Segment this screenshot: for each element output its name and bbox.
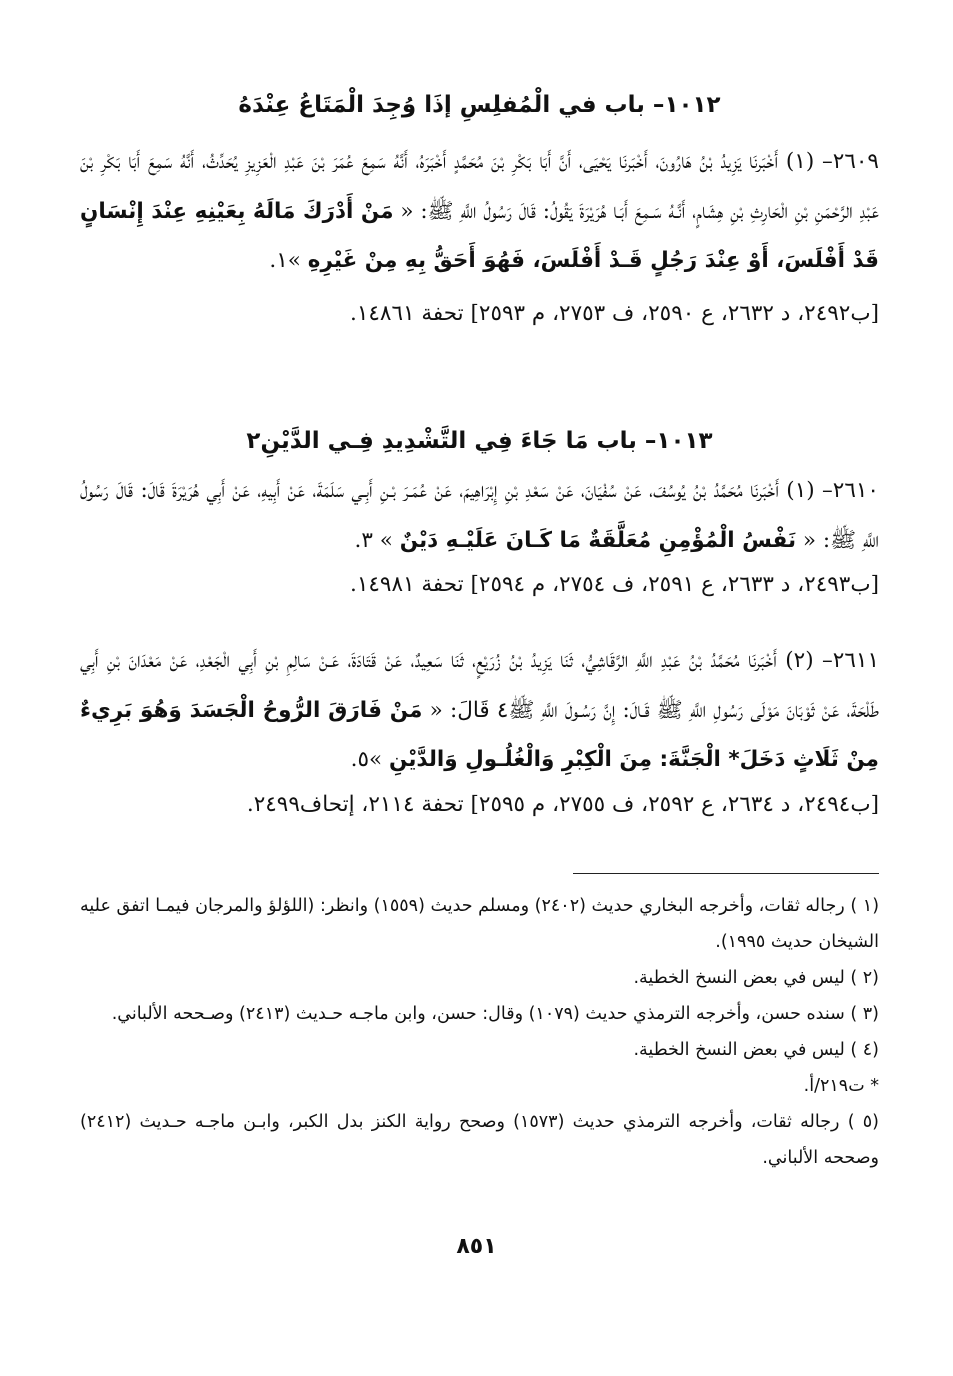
hadith-reference: [ب٢٤٩٣، د ٢٦٣٣، ع ٢٥٩١، ف ٢٧٥٤، م ٢٥٩٤] تحفة ١٤٩٨١.: [349, 572, 879, 597]
hadith-reference: [ب٢٤٩٢، د ٢٦٣٢، ع ٢٥٩٠، ف ٢٧٥٣، م ٢٥٩٣] تحفة ١٤٨٦١.: [349, 300, 879, 326]
footnote-5: (٥ ) رجاله ثقات، وأخرجه الترمذي حديث (١٥٧٣) وصحح رواية الكنز بدل الكبر، وابـن ماجـه حـديث (٢٤١٢) وصححه الألباني.: [80, 1112, 879, 1168]
hadith-tail: » ٣.: [354, 527, 400, 553]
hadith-isnad: أَخْبَرنَا مُحَمَّدُ بْنُ يُوسُفَ، عَنْ سُفْيَانَ، عَنْ سَعْدِ بْنِ إِبْرَاهِيمَ، عَنْ عُمَـرَ بْـنِ أَبِـي سَلَمَةَ، عَنْ أَبِيهِ، عَنْ أَبِي هُرَيْرَةَ قَالَ: قَالَ رَسُولُ اللَّهِ ﷺ: «: [80, 478, 879, 553]
hadith-tail: »١.: [269, 248, 308, 273]
hadith-number: ٢٦١١–: [822, 648, 879, 673]
footnote-1: (١ ) رجاله ثقات، وأخرجه البخاري حديث (٢٤٠٢) ومسلم حديث (١٥٥٩) وانظر: (اللؤلؤ والمرجان فيمـا اتفق عليه الشيخان حديث ١٩٩٥).: [80, 896, 880, 952]
footnote-2: (٢ ) ليس في بعض النسخ الخطية.: [633, 968, 879, 988]
hadith-2611: [80, 636, 879, 825]
chapter-heading-1013: ١٠١٣– باب مَا جَاءَ فِي التَّشْدِيدِ فِـي الدَّيْنِ٢: [246, 428, 713, 454]
hadith-matn: مَنْ فَارَقَ الرُّوحُ الْجَسَدَ وَهُوَ بَرِيءٌ مِنْ ثَلَاثٍ دَخَلَ* الْجَنَّةَ: مِنَ الْكِبْرِ وَالْغُلُـولِ وَالدَّيْنِ: [80, 697, 879, 772]
page-number: ٨٥١: [456, 1234, 497, 1259]
hadith-matn: نَفْسُ الْمُؤْمِنِ مُعَلَّقَةٌ مَا كَـانَ عَلَيْـهِ دَيْنٌ: [399, 527, 797, 553]
hadith-text: [80, 636, 879, 785]
hadith-2610: [80, 466, 879, 605]
hadith-matn: مَنْ أَدْرَكَ مَالَهُ بِعَيْنِهِ عِنْدَ إِنْسَانٍ قَدْ أَفْلَسَ، أَوْ عِنْدَ رَجُلٍ قَـدْ أَفْلَسَ، فَهُوَ أَحَقُّ بِهِ مِنْ غَيْرِهِ: [80, 198, 879, 273]
hadith-tail: »٥.: [350, 747, 390, 772]
chapter-heading-1012: ١٠١٢– باب في الْمُفلِسِ إذَا وُجِدَ الْمَتَاعُ عِنْدَهُ: [238, 92, 721, 118]
footnote-3: (٣ ) سنده حسن، وأخرجه الترمذي حديث (١٠٧٩) وقال: حسن، وابن ماجـه حـديث (٢٤١٣) وصـححه الألباني.: [111, 1004, 879, 1024]
hadith-marker: (١): [778, 149, 823, 174]
hadith-2609: [80, 137, 879, 334]
hadith-reference: [ب٢٤٩٤، د ٢٦٣٤، ع ٢٥٩٢، ف ٢٧٥٥، م ٢٥٩٥] تحفة ٢١١٤، إتحاف٢٤٩٩.: [246, 791, 879, 817]
footnote-separator: [573, 873, 879, 874]
hadith-isnad: أَخْبَرنَا يَزِيدُ بْنُ هَارُونَ، أَخْبَرنَا يَحْيَى، أَنَّ أَبَا بَكْرِ بْنَ مُحَمَّدٍ أَخْبَرَهُ، أَنَّهُ سَمِعَ عُمَرَ بْنَ عَبْدِ الْعَزِيزِ يُحَدِّثُ، أَنَّهُ سَمِعَ أَبَا بَكْرِ بْنَ عَبْدِ الرَّحْمَنِ بْنِ الْحَارِثِ بْنِ هِشَامٍ، أَنَّـهُ سَـمِعَ أَبَـا هُرَيْرَةَ يَقُولُ: قَالَ رَسُولُ اللَّهِ ﷺ: «: [80, 149, 879, 224]
footnote-4: (٤ ) ليس في بعض النسخ الخطية.: [633, 1040, 879, 1060]
hadith-marker: (١): [778, 478, 823, 503]
hadith-number: ٢٦٠٩–: [822, 149, 879, 174]
hadith-number: ٢٦١٠–: [822, 478, 879, 503]
footnote-manuscript-folio: * ت٢١٩/أ.: [803, 1076, 879, 1096]
hadith-marker: (٢): [776, 648, 823, 673]
hadith-isnad: أَخْبَرنَا مُحَمَّدُ بْنُ عَبْدِ اللَّهِ الرَّقَاشِيُّ، ثَنَا يَزِيدُ بْنُ زُرَيْعٍ، ثَنَا سَعِيدٌ، عَنْ قَتَادَةَ، عَـنْ سَالِمِ بْنِ أَبِي الْجَعْدِ، عَنْ مَعْدَانَ بْنِ أَبِي طَلْحَةَ، عَنْ ثَوْبَانَ مَوْلَى رَسُولِ اللَّهِ ﷺ قَـالَ: إِنَّ رَسُـولَ اللَّهِ ﷺ٤ قَالَ: «: [80, 648, 879, 723]
footnotes: [80, 888, 879, 1176]
hadith-text: [80, 466, 879, 565]
hadith-text: [80, 137, 879, 286]
